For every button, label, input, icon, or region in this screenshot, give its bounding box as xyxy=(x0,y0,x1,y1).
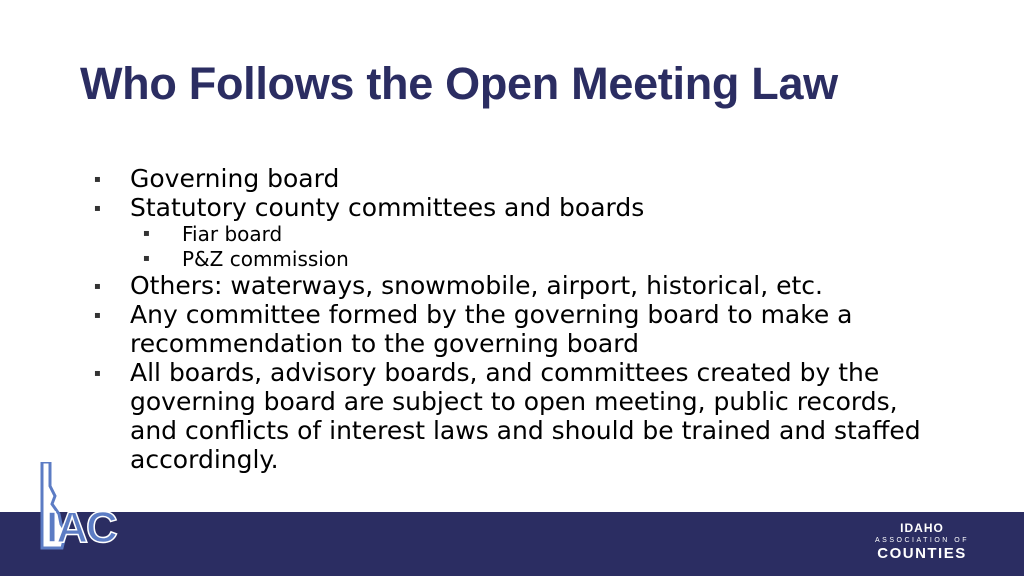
bullet-text: Governing board xyxy=(130,164,340,193)
bullet-marker: ▪ xyxy=(94,368,101,379)
bullet-item xyxy=(0,164,950,193)
bullet-marker: ▪ xyxy=(143,228,150,239)
bullet-text: P&Z commission xyxy=(182,246,349,271)
bullet-item xyxy=(0,358,950,474)
bullet-marker: ▪ xyxy=(94,310,101,321)
bullet-marker: ▪ xyxy=(94,203,101,214)
bullet-text: Statutory county committees and boards xyxy=(130,193,645,222)
bullet-item xyxy=(0,300,950,358)
logo-line-counties: COUNTIES xyxy=(877,545,967,562)
idaho-association-of-counties-logo xyxy=(872,521,972,562)
logo-line-idaho: IDAHO xyxy=(900,521,944,535)
bullet-text: Fiar board xyxy=(182,222,283,246)
bullet-item xyxy=(0,193,950,222)
bullet-marker: ▪ xyxy=(94,174,101,185)
bullet-text: All boards, advisory boards, and committees created by the governing board are subject to open meeting, public records, and conflicts of interest laws and should be trained and staffed accordingly. xyxy=(130,358,921,474)
bullet-text: Any committee formed by the governing board to make a recommendation to the governing board xyxy=(130,300,853,358)
iac-logo xyxy=(38,462,138,552)
sub-bullet-item xyxy=(0,222,1024,247)
bullet-marker: ▪ xyxy=(94,281,101,292)
slide-title: Who Follows the Open Meeting Law xyxy=(80,58,838,109)
bullet-list xyxy=(0,164,1024,474)
bullet-text: Others: waterways, snowmobile, airport, historical, etc. xyxy=(130,271,823,300)
bullet-item xyxy=(0,271,950,300)
footer-band xyxy=(0,512,1024,576)
iac-logo-text: IAC xyxy=(46,503,116,552)
logo-line-association: ASSOCIATION OF xyxy=(875,537,969,544)
sub-bullet-item xyxy=(0,247,1024,272)
bullet-marker: ▪ xyxy=(143,252,150,264)
